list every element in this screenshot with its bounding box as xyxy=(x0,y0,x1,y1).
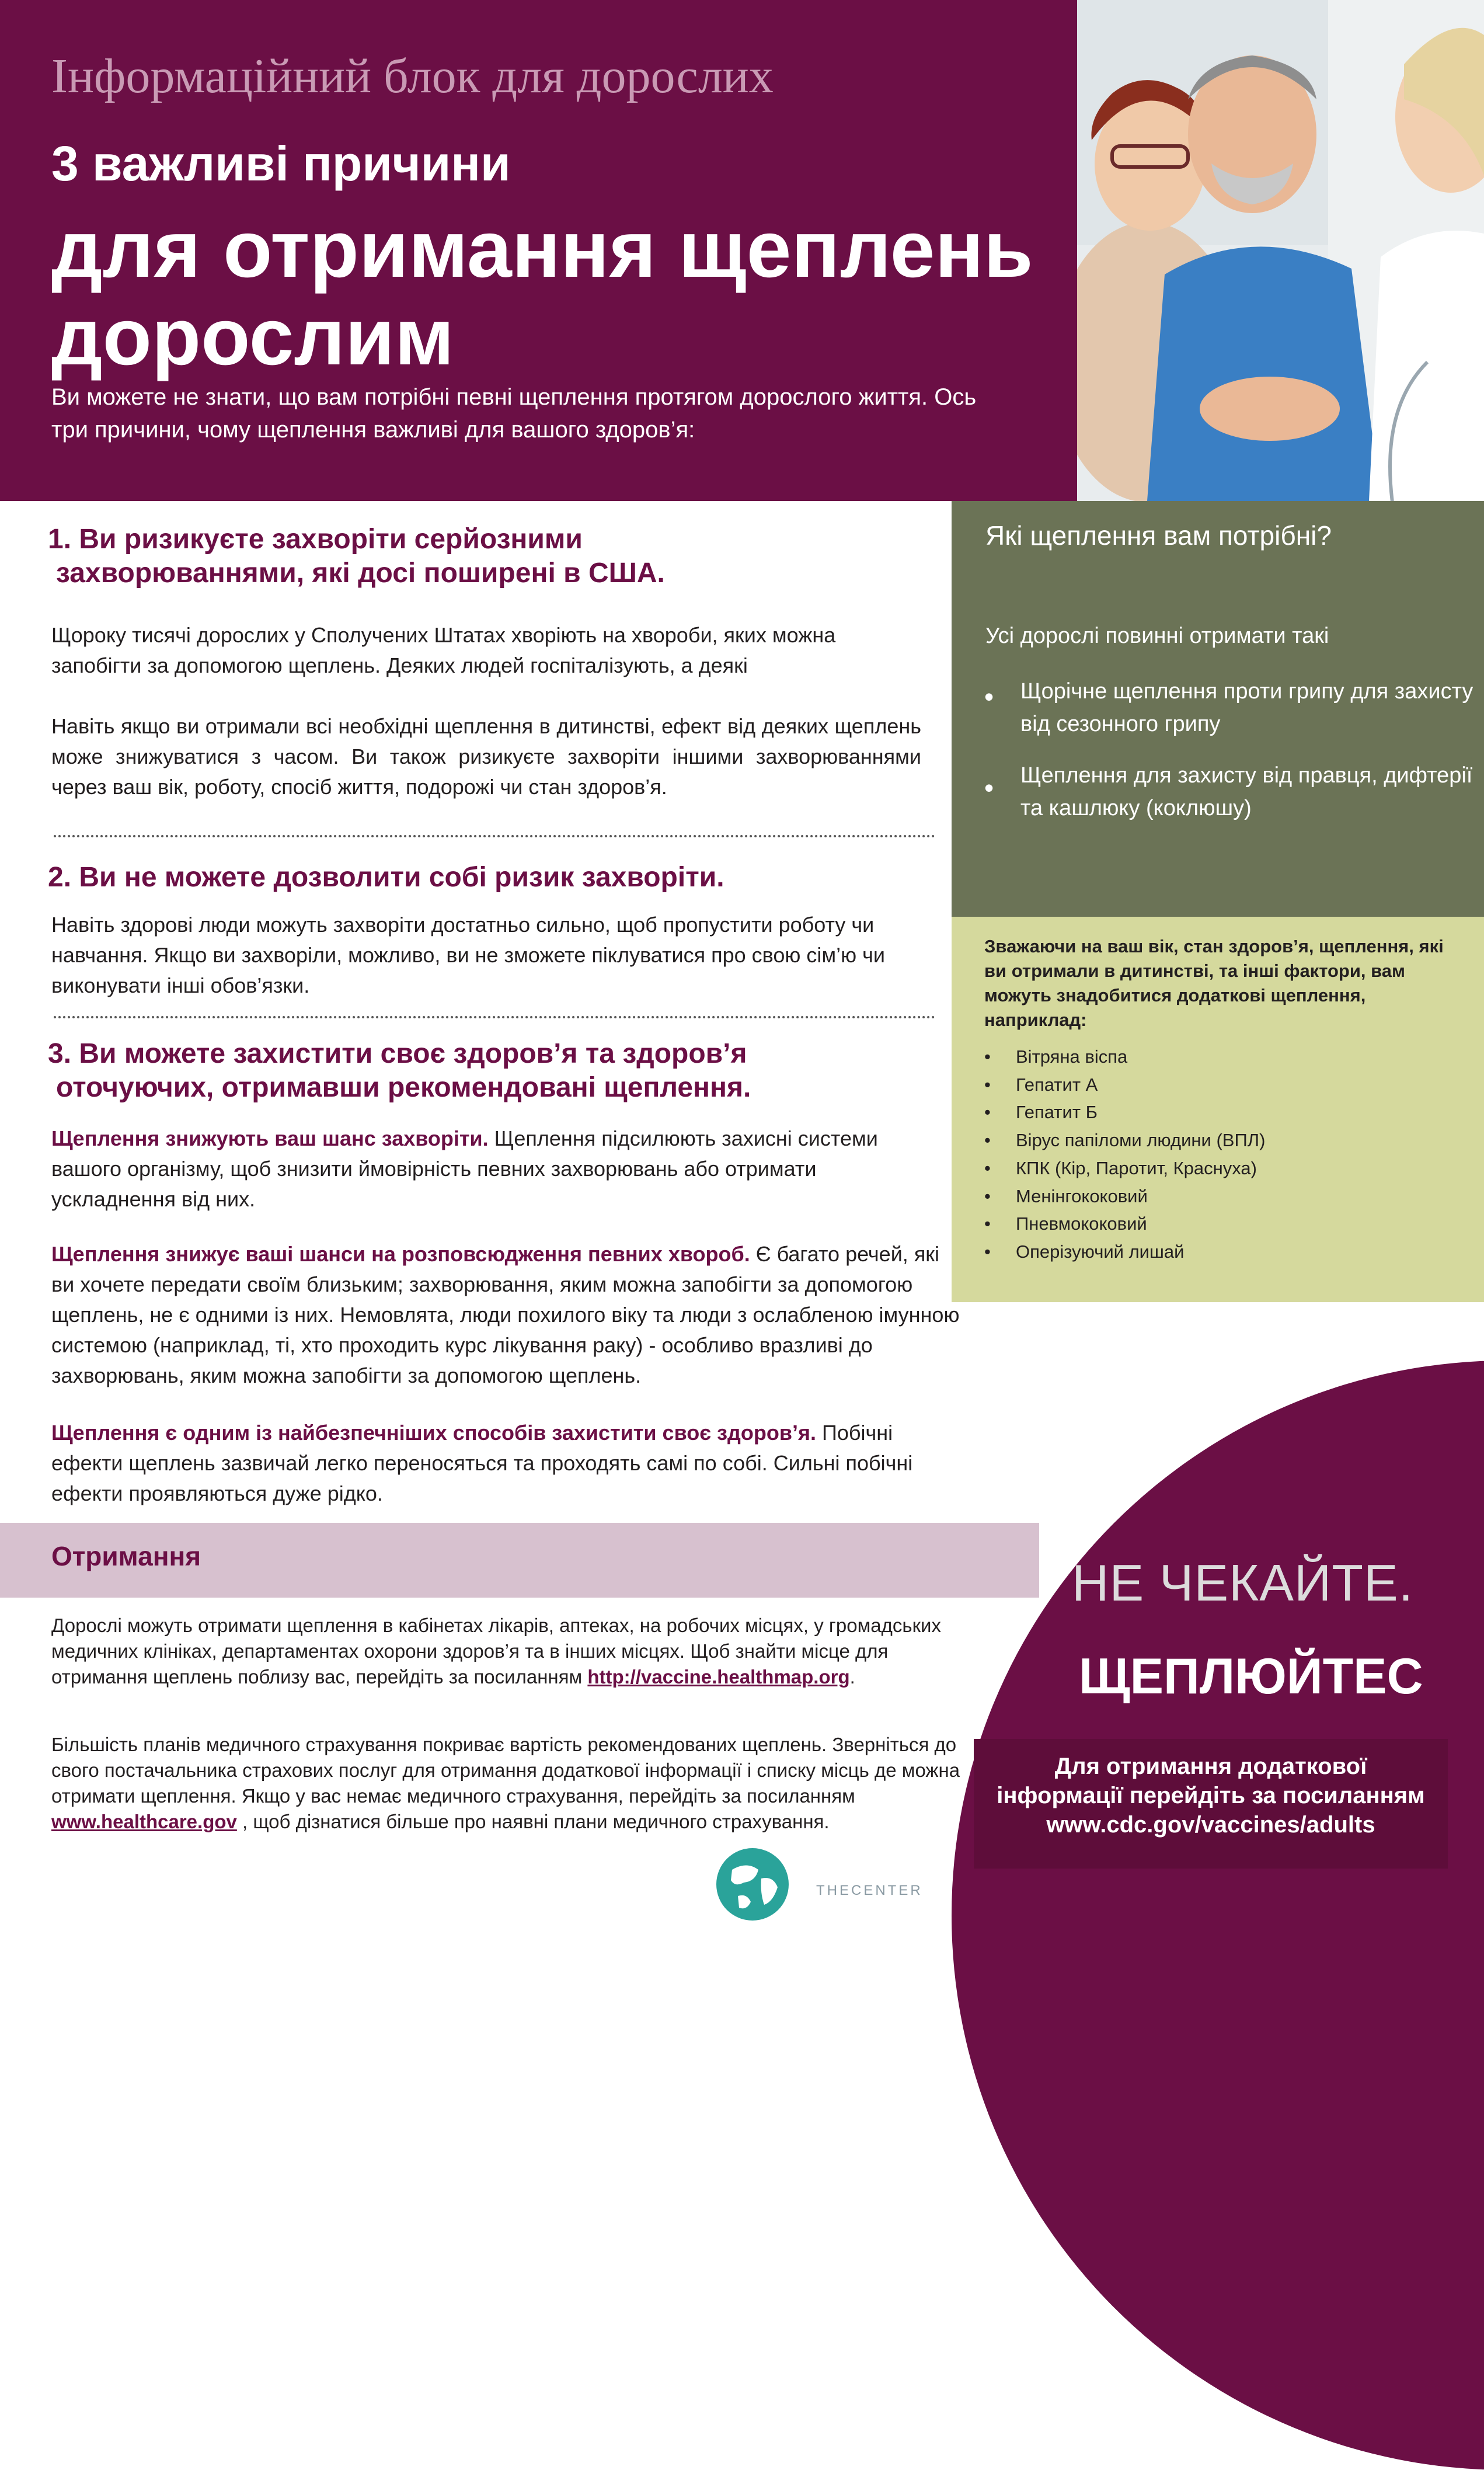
section2-heading: 2. Ви не можете дозволити собі ризик захворіти. xyxy=(48,862,724,893)
paragraph-body: Щеплення підсилюють захисні системи вашого організму, щоб знизити ймовірність певних захворювань або отримати ускладнення від них. xyxy=(51,1126,878,1211)
getting-paragraph1 xyxy=(51,1613,962,1690)
paragraph-body: Дорослі можуть отримати щеплення в кабінетах лікарів, аптеках, на робочих місцях, у громадських медичних клініках, департаментах охорони здоров’я та в інших місцях. Щоб знайти місце для отримання щеплень поблизу вас, перейдіть за посиланням xyxy=(51,1615,941,1688)
dont-wait-text: НЕ ЧЕКАЙТЕ. xyxy=(1072,1554,1414,1612)
section1-heading xyxy=(48,523,912,590)
logo-text: THECENTER xyxy=(816,1883,923,1898)
title-line-1: 3 важливі причини xyxy=(51,136,511,191)
paragraph-body: , щоб дізнатися більше про наявні плани медичного страхування. xyxy=(236,1811,830,1832)
section1-paragraph1: Щороку тисячі дорослих у Сполучених Штатах хворіють на хвороби, яких можна запобігти за допомогою щеплень. Деяких людей госпіталізують, а деякі xyxy=(51,623,836,677)
paragraph-lead: Щеплення знижує ваші шанси на розповсюдження певних хвороб. xyxy=(51,1242,750,1266)
paragraph-lead: Щеплення знижують ваш шанс захворіти. xyxy=(51,1126,489,1150)
more-info-line1: Для отримання додаткової xyxy=(1054,1754,1367,1779)
needs-item-tdap: Щеплення для захисту від правця, дифтерії та кашлюку (коклюшу) xyxy=(1020,763,1473,820)
healthcare-gov-link[interactable]: www.healthcare.gov xyxy=(51,1811,237,1832)
dotted-divider xyxy=(54,835,935,837)
dotted-divider xyxy=(54,1016,935,1018)
section1-heading-line2: захворюваннями, які досі поширені в США. xyxy=(56,558,665,589)
paragraph-lead: Щеплення є одним із найбезпечніших способів захистити своє здоров’я. xyxy=(51,1421,816,1445)
globe-icon xyxy=(715,1846,790,1922)
needs-panel-subtitle: Усі дорослі повинні отримати такі xyxy=(985,624,1329,648)
paragraph-body: Побічні ефекти щеплень зазвичай легко переносяться та проходять самі по собі. Сильні побічні ефекти проявляються дуже рідко. xyxy=(51,1421,913,1505)
bullet-icon: • xyxy=(984,773,994,803)
section3-heading-line1: 3. Ви можете захистити своє здоров’я та здоров’я xyxy=(48,1038,747,1069)
vaccinate-text: ЩЕПЛЮЙТЕС xyxy=(1079,1648,1423,1704)
bullet-icon: • xyxy=(984,681,994,712)
list-item: • Вітряна віспа xyxy=(984,1043,1463,1071)
extra-vaccines-list xyxy=(984,1043,1463,1266)
intro-text: Ви можете не знати, що вам потрібні певні щеплення протягом дорослого життя. Ось три причини, чому щеплення важливі для вашого здоров’я: xyxy=(51,384,977,443)
more-info-line2: інформації перейдіть за посиланням xyxy=(997,1783,1425,1808)
kicker-text: Інформаційний блок для дорослих xyxy=(51,49,774,103)
more-info-text xyxy=(974,1752,1448,1839)
needs-panel-title: Які щеплення вам потрібні? xyxy=(985,520,1332,551)
list-item: • Оперізуючий лишай xyxy=(984,1238,1463,1266)
section2-paragraph: Навіть здорові люди можуть захворіти достатньо сильно, щоб пропустити роботу чи навчання. Якщо ви захворіли, можливо, ви не зможете піклуватися про свою сім’ю чи виконувати інші обов’язки. xyxy=(51,913,886,997)
section3-heading xyxy=(48,1037,924,1105)
cdc-link[interactable]: www.cdc.gov/vaccines/adults xyxy=(1046,1812,1375,1838)
getting-heading: Отримання xyxy=(51,1541,201,1571)
section3-paragraph1 xyxy=(51,1123,939,1215)
section3-heading-line2: оточуючих, отримавши рекомендовані щеплення. xyxy=(56,1072,751,1103)
list-item: • КПК (Кір, Паротит, Краснуха) xyxy=(984,1154,1463,1182)
list-item: • Гепатит Б xyxy=(984,1098,1463,1126)
section1-paragraph2: Навіть якщо ви отримали всі необхідні щеплення в дитинстві, ефект від деяких щеплень може знижуватися з часом. Ви також ризикуєте захворіти іншими захворюваннями через ваш вік, роботу, спосіб життя, подорожі чи стан здоров’я. xyxy=(51,714,921,799)
getting-paragraph2 xyxy=(51,1732,974,1835)
section3-paragraph3 xyxy=(51,1418,950,1509)
needs-item-flu: Щорічне щеплення проти грипу для захисту від сезонного грипу xyxy=(1020,679,1473,736)
header-photo xyxy=(1077,0,1484,501)
paragraph-body: Є багато речей, які ви хочете передати своїм близьким; захворювання, яким можна запобігти за допомогою щеплень, не є одними із них. Немовлята, люди похилого віку та люди з ослабленою імунною системою (наприклад, ті, хто проходить курс лікування раку) - особливо вразливі до захворювань, яким можна запобігти за допомогою щеплень. xyxy=(51,1242,960,1387)
list-item: • Вірус папіломи людини (ВПЛ) xyxy=(984,1126,1463,1154)
list-item: • Менінгококовий xyxy=(984,1182,1463,1210)
list-item: • Гепатит А xyxy=(984,1071,1463,1099)
extra-vaccines-intro: Зважаючи на ваш вік, стан здоров’я, щеплення, які ви отримали в дитинстві, та інші фактори, вам можуть знадобитися додаткові щеплення, наприклад: xyxy=(984,936,1444,1030)
list-item: • Пневмококовий xyxy=(984,1210,1463,1238)
section3-paragraph2 xyxy=(51,1239,962,1391)
section1-heading-line1: 1. Ви ризикуєте захворіти серйозними xyxy=(48,524,583,555)
paragraph-end: . xyxy=(849,1666,855,1688)
healthmap-link[interactable]: http://vaccine.healthmap.org xyxy=(587,1666,850,1688)
title-line-2: для отримання щеплень дорослим xyxy=(51,204,1033,382)
paragraph-body: Більшість планів медичного страхування покриває вартість рекомендованих щеплень. Зверніться до свого постачальника страхових послуг для отримання додаткової інформації і списку місць де можна отримати щеплення. Якщо у вас немає медичного страхування, перейдіть за посиланням xyxy=(51,1734,960,1807)
